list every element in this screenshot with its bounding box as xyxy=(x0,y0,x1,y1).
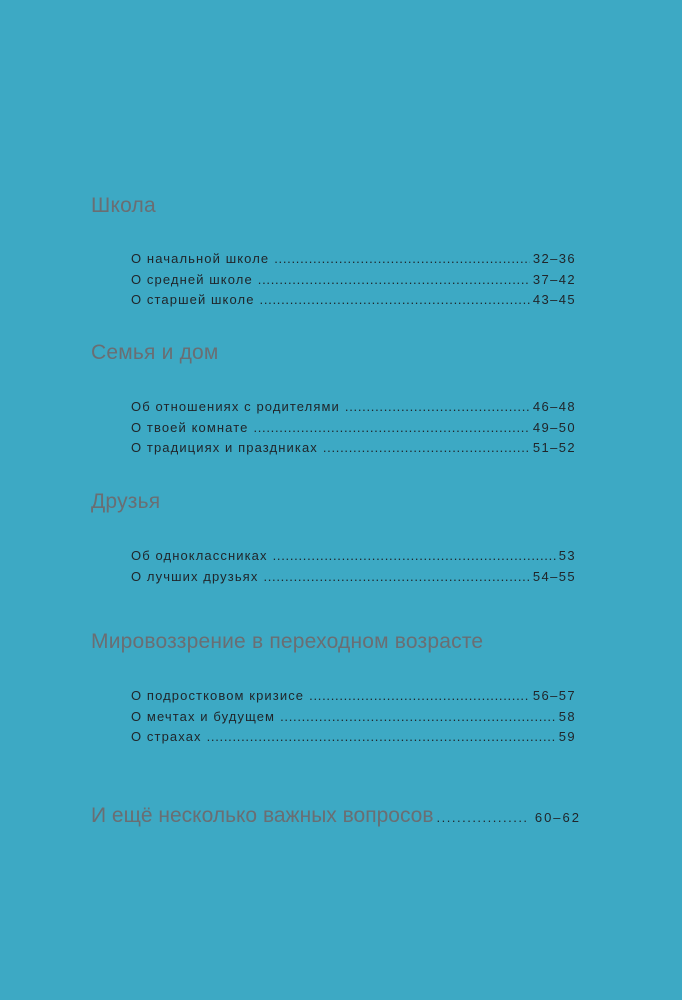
dot-leader xyxy=(323,438,530,459)
entry-title: О страхах xyxy=(131,729,202,744)
entry-title: Об одноклассниках xyxy=(131,548,268,563)
entry-pages: 51–52 xyxy=(532,440,576,455)
dot-leader xyxy=(309,686,530,707)
entry-title: О твоей комнате xyxy=(131,419,249,435)
entry-pages: 59 xyxy=(558,729,576,744)
dot-leader xyxy=(258,270,530,291)
toc-entry xyxy=(131,270,576,291)
entry-pages: 37–42 xyxy=(532,271,576,287)
section-title-worldview: Мировоззрение в переходном возрасте xyxy=(91,630,484,653)
section-title-family: Семья и дом xyxy=(91,341,219,364)
dot-leader xyxy=(280,707,556,728)
entry-title: О традициях и праздниках xyxy=(131,440,318,455)
toc-entry xyxy=(131,707,576,728)
toc-entry xyxy=(131,438,576,459)
dot-leader xyxy=(207,727,556,748)
entry-title: О старшей школе xyxy=(131,292,255,307)
toc-final-entry xyxy=(91,804,581,828)
section-entries-school xyxy=(131,249,576,311)
dot-leader xyxy=(263,567,529,588)
toc-entry xyxy=(131,727,576,748)
dot-leader xyxy=(253,418,529,439)
dot-leader xyxy=(274,249,530,270)
entry-title: О лучших друзьях xyxy=(131,568,259,584)
final-title: И ещё несколько важных вопросов xyxy=(91,804,434,827)
toc-entry xyxy=(131,397,576,418)
toc-entry xyxy=(131,567,576,588)
dot-leader xyxy=(345,397,530,418)
dot-leader xyxy=(273,546,556,567)
toc-entry xyxy=(131,546,576,567)
entry-title: О мечтах и будущем xyxy=(131,708,276,724)
entry-title: Об отношениях с родителями xyxy=(131,399,340,414)
section-entries-friends xyxy=(131,546,576,587)
dot-leader xyxy=(260,290,530,311)
toc-entry xyxy=(131,418,576,439)
table-of-contents xyxy=(91,0,581,1000)
entry-title: О подростковом кризисе xyxy=(131,688,305,703)
toc-entry xyxy=(131,686,576,707)
toc-entry xyxy=(131,249,576,270)
dot-leader xyxy=(437,810,529,825)
final-pages: 60–62 xyxy=(534,810,581,825)
section-title-friends: Друзья xyxy=(91,490,161,513)
section-entries-family xyxy=(131,397,576,459)
toc-entry xyxy=(131,290,576,311)
entry-title: О средней школе xyxy=(131,271,253,287)
entry-pages: 46–48 xyxy=(532,399,576,414)
entry-pages: 43–45 xyxy=(532,292,576,307)
entry-pages: 56–57 xyxy=(532,688,576,703)
entry-pages: 49–50 xyxy=(532,419,576,435)
entry-pages: 54–55 xyxy=(532,568,576,584)
section-title-school: Школа xyxy=(91,194,156,217)
entry-pages: 58 xyxy=(558,708,576,724)
section-entries-worldview xyxy=(131,686,576,748)
entry-title: О начальной школе xyxy=(131,251,270,266)
entry-pages: 32–36 xyxy=(532,251,576,266)
entry-pages: 53 xyxy=(558,548,576,563)
